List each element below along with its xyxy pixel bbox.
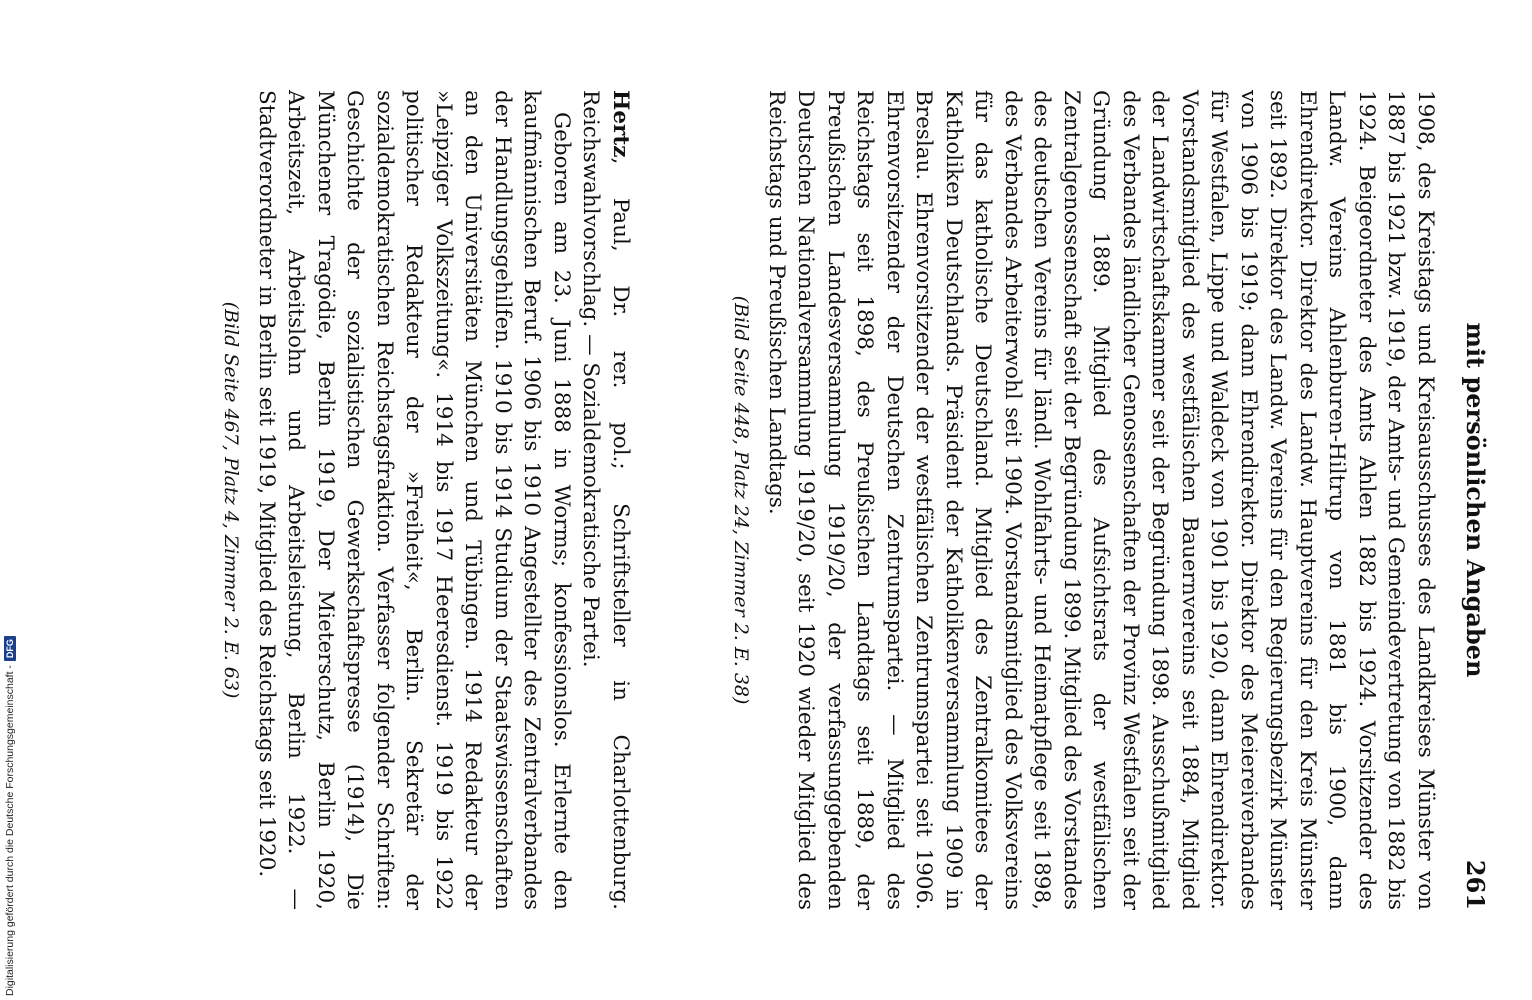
sponsor-text: Digitalisierung gefördert durch die Deutsche Forschungsgemeinschaft - <box>4 665 16 996</box>
dfg-logo-icon: DFG <box>4 636 16 661</box>
entry-2-heading: , Paul, Dr. rer. pol.; Schriftsteller in Charlottenburg. Reichswahlvorschlag. — Sozialdemokratische Partei. <box>578 90 633 910</box>
biography-entry-1 <box>726 90 1440 910</box>
entry-2-image-ref: (Bild Seite 467, Platz 4, Zimmer 2. E. 63) <box>220 301 243 699</box>
entry-1-image-ref: (Bild Seite 448, Platz 24, Zimmer 2. E. 38) <box>730 295 753 705</box>
entry-1-text: 1908, des Kreistags und Kreisausschusses des Landkreises Münster von 1887 bis 1921 bzw. 1919, der Amts- und Gemeindevertretung von 1882 bis 1924. Beigeordneter des Amts Ahlen 1882 bis 1924. Vorsitzender des Landw. Vereins Ahlenburen-Hiltrup von 1881 bis 1900, dann Ehrendirektor. Direktor des Landw. Hauptvereins für den Kreis Münster seit 1892. Direktor des Landw. Vereins für den Regierungsbezirk Münster von 1906 bis 1919; dann Ehrendirektor. Direktor des Meiereiverbandes für Westfalen, Lippe und Waldeck von 1901 bis 1920, dann Ehrendirektor. Vorstandsmitglied des westfälischen Bauernvereins seit 1884, Mitglied der Landwirtschaftskammer seit der Begründung 1898. Ausschußmitglied des Verbandes ländlicher Genossenschaften der Provinz Westfalen seit der Gründung 1889. Mitglied des Aufsichtsrats der westfälischen Zentralgenossenschaft seit der Begründung 1899. Mitglied des Vorstandes des deutschen Vereins für ländl. Wohlfahrts- und Heimatpflege seit 1898, des Verbandes Arbeiterwohl seit 1904. Vorstandsmitglied des Volksvereins für das katholische Deutschland. Mitglied des Zentralkomitees der Katholiken Deutschlands. Präsident der Katholikenversammlung 1909 in Breslau. Ehrenvorsitzender der westfälischen Zentrumspartei seit 1906. Ehrenvorsitzender der Deutschen Zentrumspartei. — Mitglied des Reichstags seit 1898, des Preußischen Landtags seit 1889, der Preußischen Landesversammlung 1919/20, der verfassunggebenden Deutschen Nationalversammlung 1919/20, seit 1920 wieder Mitglied des Reichstags und Preußischen Landtags. <box>764 90 1438 910</box>
page-header <box>1450 90 1490 910</box>
sponsor-strip <box>4 0 22 1000</box>
page-number: 261 <box>1461 859 1490 910</box>
biography-entry-2 <box>216 90 635 910</box>
entry-2-text: Geboren am 23. Juni 1888 in Worms; konfessionslos. Erlernte den kaufmännischen Beruf. 1906 bis 1910 Angestellter des Zentralverbandes der Handlungsgehilfen. 1910 bis 1914 Studium der Staatswissenschaften an den Universitäten München und Tübingen. 1914 Redakteur der »Leipziger Volkszeitung«. 1914 bis 1917 Heeresdienst. 1919 bis 1922 politischer Redakteur der »Freiheit«, Berlin. Sekretär der sozialdemokratischen Reichstagsfraktion. Verfasser folgender Schriften: Geschichte der sozialistischen Gewerkschaftspresse (1914), Die Münchener Tragödie, Berlin 1919, Der Mieterschutz, Berlin 1920, Arbeitszeit, Arbeitslohn und Arbeitsleistung, Berlin 1922. — Stadtverordneter in Berlin seit 1919, Mitglied des Reichstags seit 1920. <box>254 90 574 910</box>
running-title: mit persönlichen Angaben <box>1461 322 1490 678</box>
entry-2-name: Hertz <box>608 90 633 158</box>
